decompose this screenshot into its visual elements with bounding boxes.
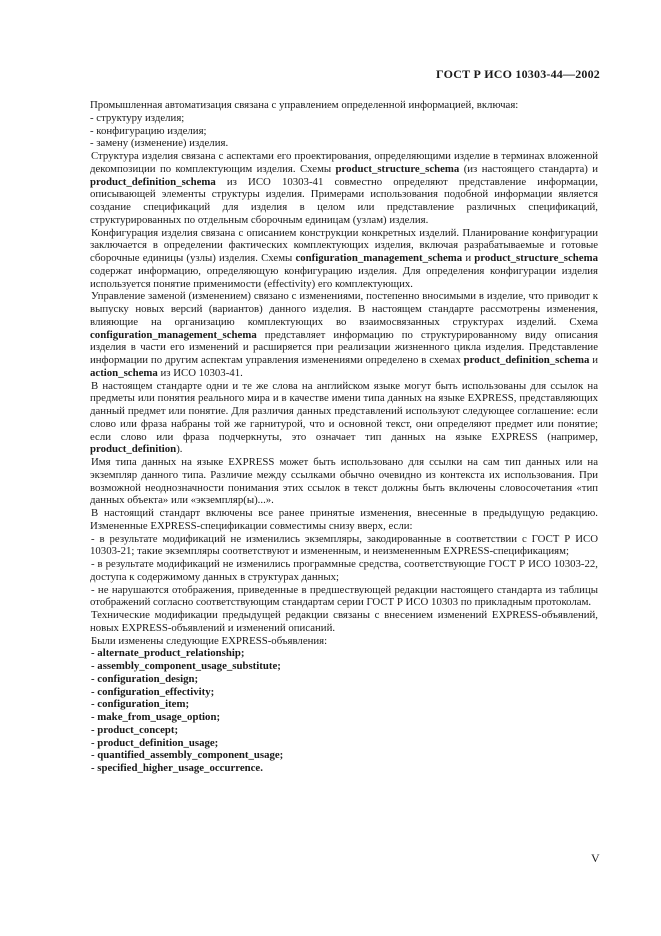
list-item: - make_from_usage_option; xyxy=(91,711,221,723)
paragraph-change: Управление заменой (изменением) связано с изменениями, постепенно вносимыми в изделие, что приводит к выпуску новых версий (вариантов) данного изделия. В настоящем стандарте рассмотрены изменения, влияющие на организацию комплектующих во взаимосвязанных структурах изделий. Схема configuration_management_schema представляет информацию по структурированному виду описания изделия в части его изменений и расширяется при реализации жизненного цикла изделия. Представление информации по другим аспектам управления изменениями определено в схемах product_definition_schema и action_schema из ИСО 10303-41. xyxy=(90,290,599,379)
paragraph-tech: Технические модификации предыдущей редакции связаны с внесением изменений EXPRESS-объявлений, новых EXPRESS-объявлений и изменений описаний. xyxy=(90,609,598,634)
paragraph-words: В настоящем стандарте одни и те же слова на английском языке могут быть использованы для ссылок на предметы или понятия реального мира и в качестве имени типа данных на языке EXPRESS, представляющих данный предмет или понятие. Для различия данных представлений используют следующее соглашение: если слово или фраза набраны той же гарнитурой, что и основной текст, они определяют предмет или понятие; если слово или фраза подчеркнуты, это означает тип данных на языке EXPRESS (например, product_definition). xyxy=(90,379,598,456)
list-item: - замену (изменение) изделия. xyxy=(90,137,229,150)
main-text xyxy=(90,99,598,775)
page-number: V xyxy=(591,851,600,865)
list-item: - configuration_item; xyxy=(91,698,190,711)
intro-list xyxy=(90,112,598,150)
list-item: - не нарушаются отображения, приведенные в предшествующей редакции настоящего стандарта из таблицы отображений согласно соответствующим стандартам серии ГОСТ Р ИСО 10303 по прикладным протоколам. xyxy=(90,583,598,609)
list-item: - quantified_assembly_component_usage; xyxy=(91,749,284,762)
list-item: - product_definition_usage; xyxy=(91,736,219,749)
list-item: - configuration_design; xyxy=(91,672,199,685)
changed-lead: Были изменены следующие EXPRESS-объявления: xyxy=(91,634,328,647)
paragraph-typename: Имя типа данных на языке EXPRESS может быть использовано для ссылки на сам тип данных или на экземпляр данного типа. Различие между ссылками обычно очевидно из контекста их использования. При возможной неоднозначности понимания этих ссылок в текст должны быть включены словосочетания «тип данных объекта» или «экземпляр(ы)...». xyxy=(90,456,598,507)
list-item: - product_concept; xyxy=(91,723,179,736)
list-item: - конфигурацию изделия; xyxy=(90,124,207,137)
intro-lead: Промышленная автоматизация связана с управлением определенной информацией, включая: xyxy=(90,99,519,111)
list-item: - configuration_effectivity; xyxy=(91,685,215,698)
list-item: - alternate_product_relationship; xyxy=(91,647,245,660)
list-item: - в результате модификаций не изменились программные средства, соответствующие ГОСТ Р ИСО 10303-22, доступа к содержимому данных в структурах данных; xyxy=(90,558,598,583)
list-item: - specified_higher_usage_occurrence. xyxy=(91,762,263,774)
paragraph-configuration: Конфигурация изделия связана с описанием конструкции конкретных изделий. Планирование конфигурации заключается в определении фактических комплектующих изделия, включая разрабатываемые и готовые сборочные единицы (узлы) изделия. Схемы configuration_management_schema и product_structure_schema содержат информацию, определяющую конфигурацию изделия. Для определения конфигурации изделия используется понятие применимости (effectivity) его комплектующих. xyxy=(90,226,598,290)
list-item: - assembly_component_usage_substitute; xyxy=(91,660,281,672)
changed-list xyxy=(90,647,598,775)
list-item: - в результате модификаций не изменились экземпляры, закодированные в соответствии с ГОСТ Р ИСО 10303-21; такие экземпляры соответствуют и измененным, и неизмененным EXPRESS-спецификациям; xyxy=(90,532,598,558)
paragraph-structure: Структура изделия связана с аспектами его проектирования, определяющими изделие в терминах вложенной декомпозиции по комплектующим изделия. Схемы product_structure_schema (из настоящего стандарта) и product_definition_schema из ИСО 10303-41 совместно определяют представление информации, описывающей элементы структуры изделия. Примерами использования подобной информации является создание спецификаций для изделия в целом или представление различных спецификаций, структурированных по отдельным сборочным единицам (узлам) изделия. xyxy=(90,150,598,226)
standard-code: ГОСТ Р ИСО 10303-44—2002 xyxy=(436,67,600,81)
paragraph-edition-lead: В настоящий стандарт включены все ранее принятые изменения, внесенные в предыдущую редакцию. Измененные EXPRESS-спецификации совместимы снизу вверх, если: xyxy=(90,507,598,532)
list-item: - структуру изделия; xyxy=(90,111,185,124)
